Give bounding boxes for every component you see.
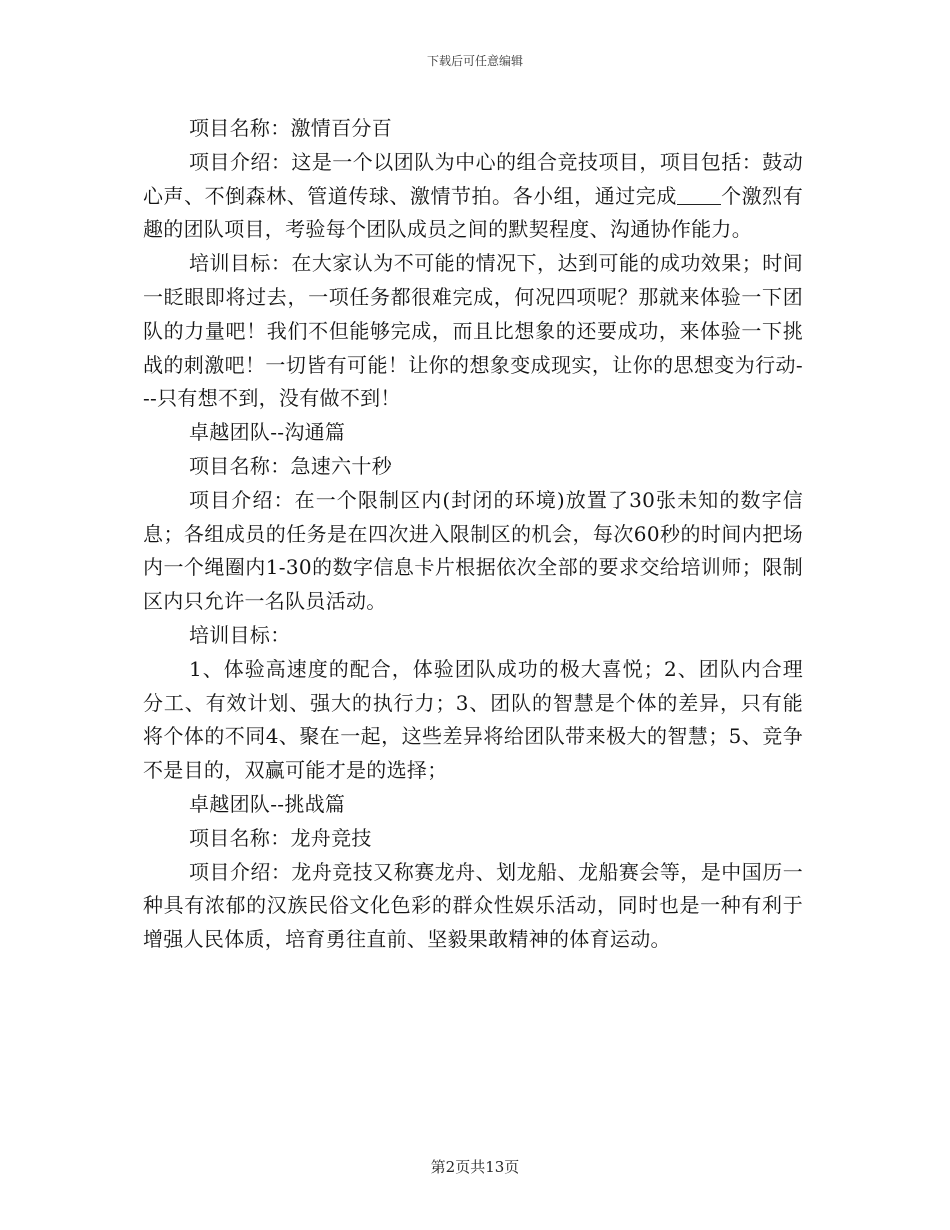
paragraph-project-intro-1-cont: 个激烈有趣的团队项目，考验每个团队成员之间的默契程度、沟通协作能力。 — [143, 183, 803, 242]
paragraph-project-intro-1-text: 项目介绍：这是一个以团队为中心的组合竞技项目，项目包括：鼓动心声、不倒森林、管道传球、激情节拍。各小组，通过完成 — [143, 149, 803, 208]
paragraph-project-name-1: 项目名称：激情百分百 — [189, 116, 392, 140]
paragraph-training-goal-2-label: 培训目标： — [189, 622, 291, 647]
section-heading-challenge: 卓越团队--挑战篇 — [189, 791, 346, 816]
paragraph-project-intro-1 — [143, 146, 803, 247]
page-number-footer: 第2页共13页 — [430, 1158, 520, 1176]
paragraph-project-intro-3: 项目介绍：龙舟竞技又称赛龙舟、划龙船、龙船赛会等，是中国历一种具有浓郁的汉族民俗文化色彩的群众性娱乐活动，同时也是一种有利于增强人民体质，培育勇往直前、坚毅果敢精神的体育运动。 — [143, 859, 803, 952]
paragraph-project-name-2: 项目名称：急速六十秒 — [189, 453, 392, 478]
section-heading-communication: 卓越团队--沟通篇 — [189, 420, 346, 445]
page-header-note: 下载后可任意编辑 — [426, 54, 523, 68]
paragraph-training-goal-1: 培训目标：在大家认为不可能的情况下，达到可能的成功效果；时间一眨眼即将过去，一项任务都很难完成，何况四项呢？那就来体验一下团队的力量吧！我们不但能够完成，而且比想象的还要成功，来体验一下挑战的刺激吧！一切皆有可能！让你的想象变成现实，让你的思想变为行动---只有想不到，没有做不到！ — [143, 251, 803, 411]
paragraph-project-name-3: 项目名称：龙舟竞技 — [189, 825, 372, 850]
document-body — [143, 112, 803, 957]
paragraph-project-intro-2: 项目介绍：在一个限制区内(封闭的环境)放置了30张未知的数字信息；各组成员的任务是在四次进入限制区的机会，每次60秒的时间内把场内一个绳圈内1-30的数字信息卡片根据依次全部的要求交给培训师；限制区内只允许一名队员活动。 — [143, 487, 803, 614]
fill-in-blank — [677, 186, 721, 205]
paragraph-training-goal-2-list: 1、体验高速度的配合，体验团队成功的极大喜悦；2、团队内合理分工、有效计划、强大的执行力；3、团队的智慧是个体的差异，只有能将个体的不同4、聚在一起，这些差异将给团队带来极大的智慧；5、竞争不是目的，双赢可能才是的选择； — [143, 656, 803, 783]
